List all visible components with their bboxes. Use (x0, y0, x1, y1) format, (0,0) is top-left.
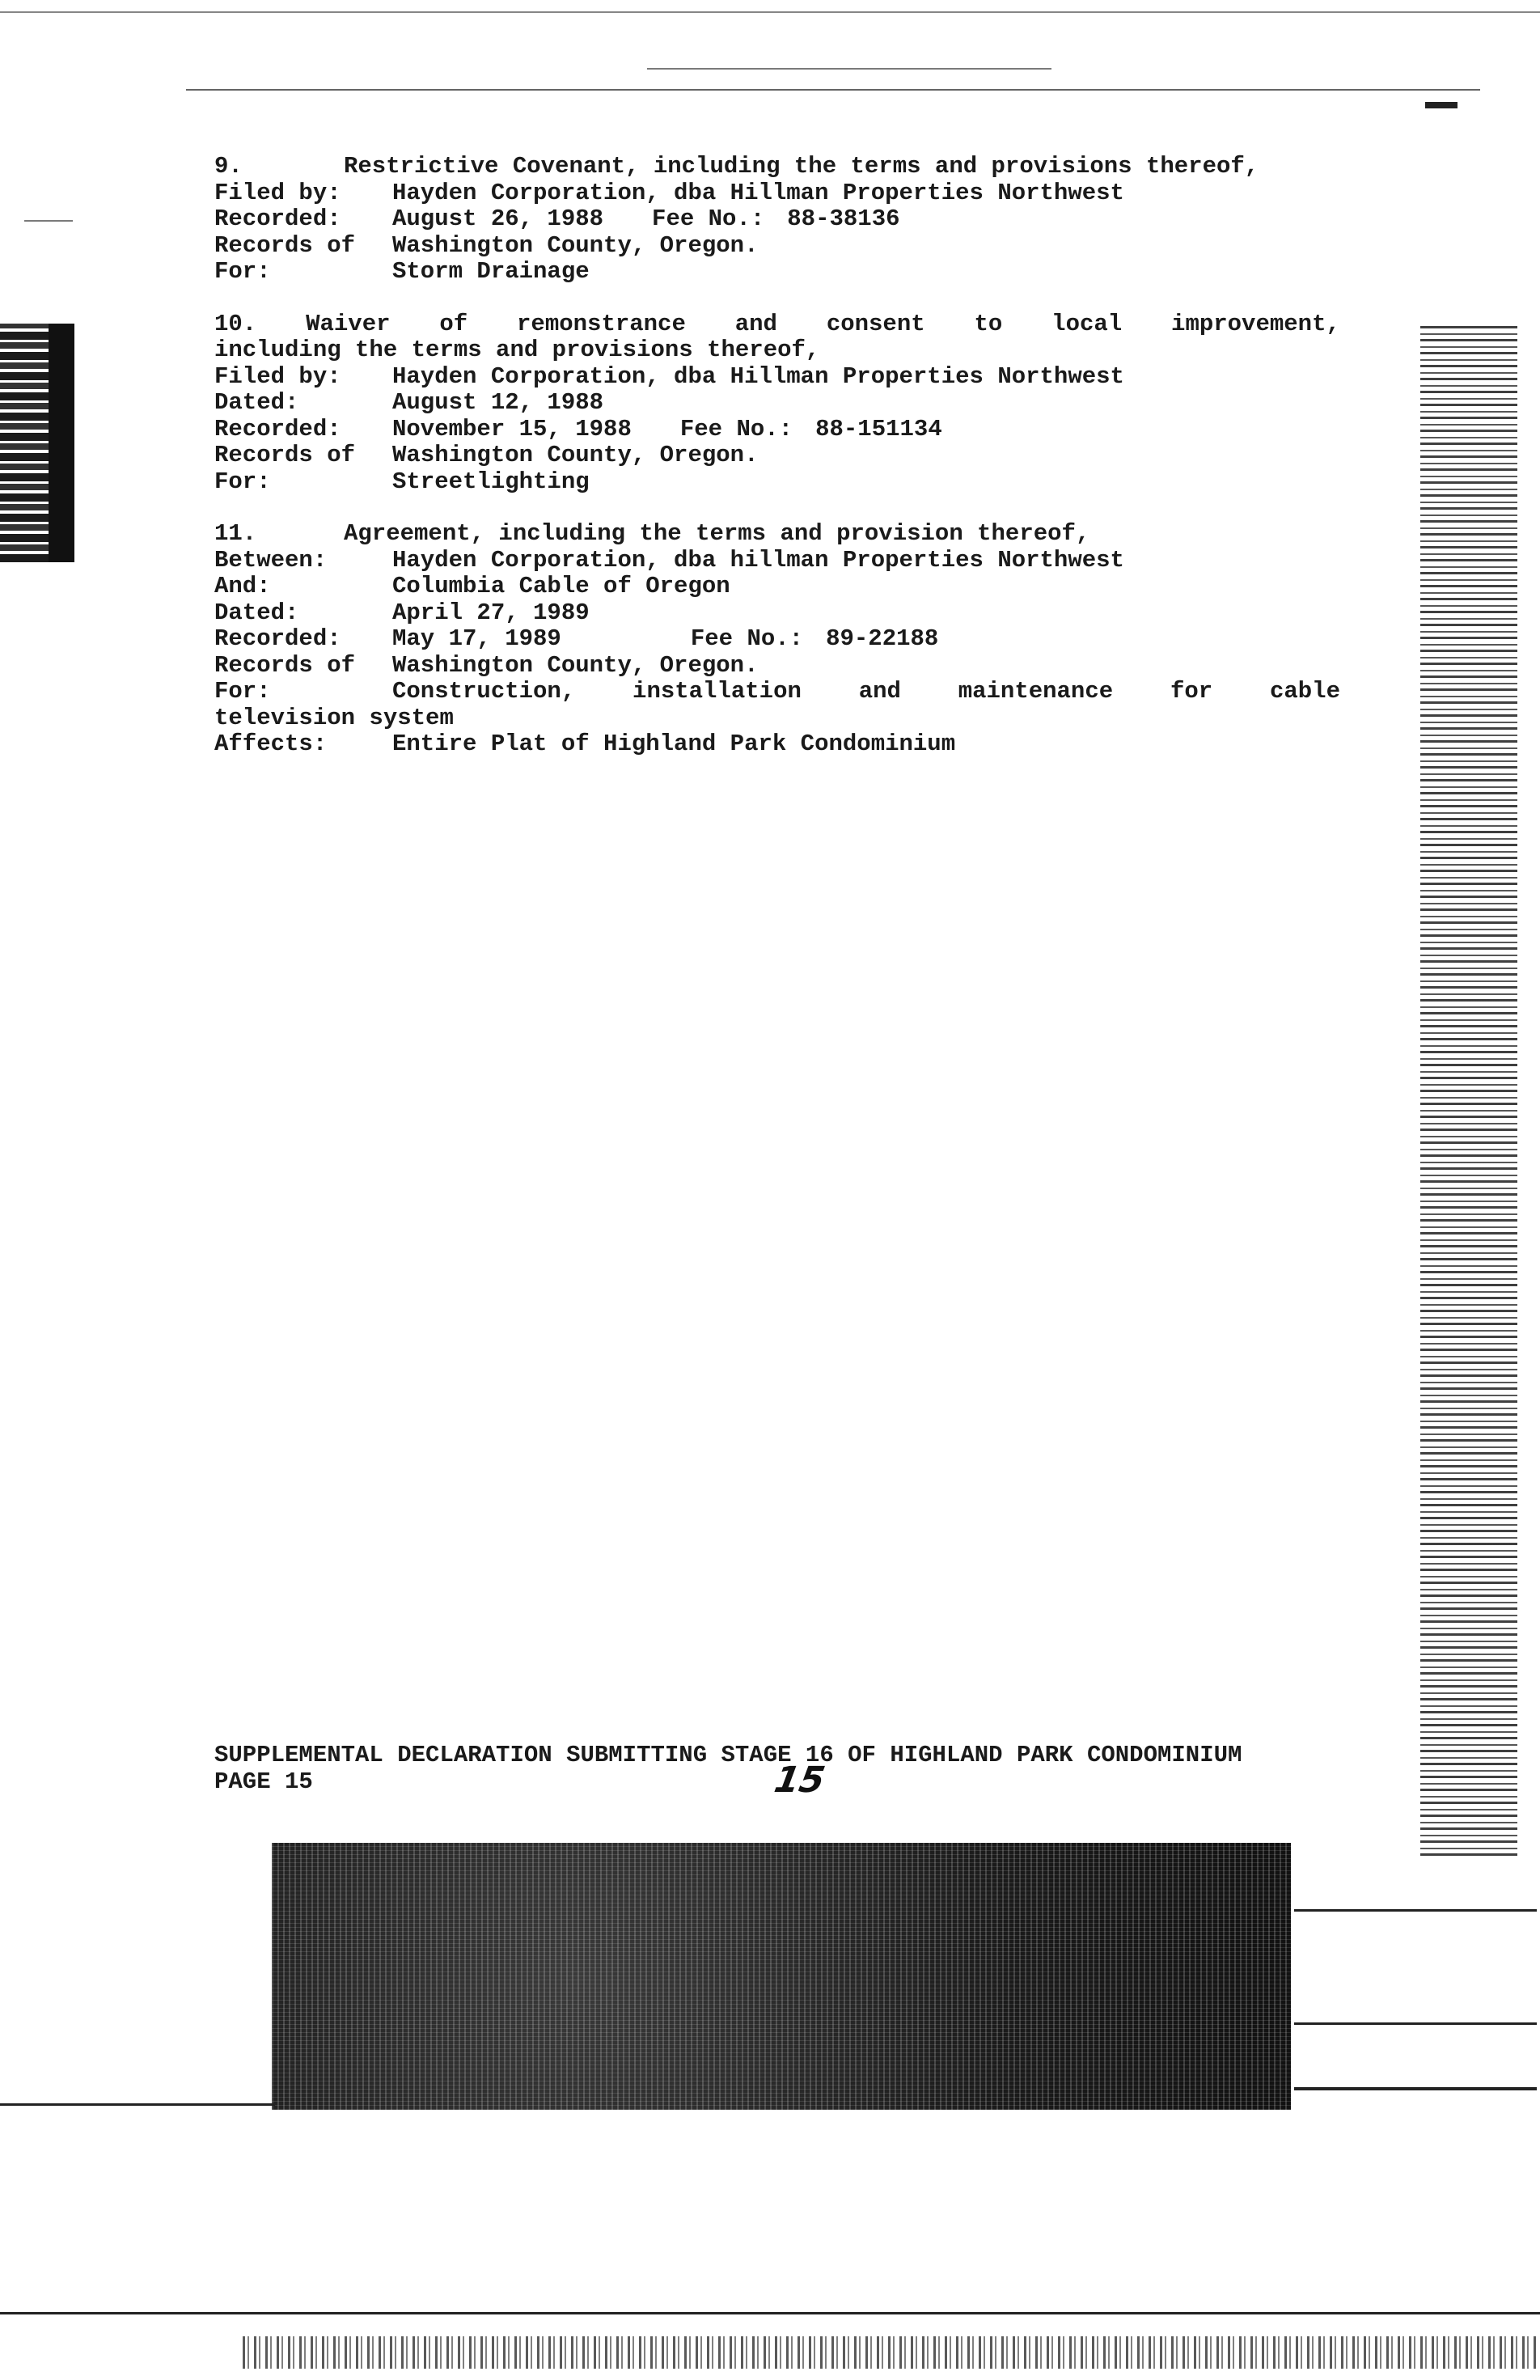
field-label: Dated: (214, 389, 299, 416)
for-word: for (1170, 678, 1213, 705)
stamp-bar (49, 324, 74, 562)
field-label: Records of (214, 442, 356, 468)
field-value: Washington County, Oregon. (392, 231, 759, 259)
scan-rule (24, 220, 73, 222)
item-heading: Agreement, including the terms and provision thereof, (344, 520, 1090, 547)
field-value: Entire Plat of Highland Park Condominium (392, 731, 956, 757)
for-word: Construction, (392, 678, 576, 705)
scan-rule (1294, 2022, 1537, 2025)
item-heading: Restrictive Covenant, including the terms and provisions thereof, (344, 153, 1259, 180)
for-value-continued: television system (214, 704, 454, 731)
scan-rule (0, 2312, 1540, 2314)
field-label: For: (214, 468, 271, 495)
heading-word: remonstrance (517, 310, 686, 337)
for-word: cable (1269, 678, 1340, 705)
field-label: Recorded: (214, 625, 341, 652)
handwritten-page-number: 15 (771, 1760, 828, 1801)
field-label: For: (214, 678, 271, 705)
scan-rule (647, 68, 1051, 70)
field-value: Columbia Cable of Oregon (392, 573, 730, 599)
field-label: Filed by: (214, 362, 341, 390)
field-value: Hayden Corporation, dba Hillman Properties Northwest (392, 179, 1124, 206)
field-value: August 12, 1988 (392, 389, 604, 416)
field-label: Recorded: (214, 205, 341, 232)
field-label: Dated: (214, 599, 299, 626)
exception-item-11 (214, 521, 1347, 758)
field-value: Washington County, Oregon. (392, 442, 759, 468)
field-value: April 27, 1989 (392, 599, 590, 626)
item-heading-line (214, 311, 1340, 338)
bottom-scan-noise (243, 2336, 1537, 2369)
field-value: August 26, 1988 (392, 205, 604, 232)
field-label: And: (214, 573, 271, 599)
field-label: Filed by: (214, 179, 341, 206)
recording-stamp (0, 324, 74, 562)
fee-value: 88-151134 (815, 415, 942, 443)
heading-word: improvement, (1171, 310, 1340, 337)
scan-rule (0, 2103, 275, 2106)
item-number: 9. (214, 153, 243, 180)
item-number: 11. (214, 520, 257, 547)
fee-label: Fee No.: (679, 415, 793, 443)
margin-scan-noise (1420, 324, 1517, 1861)
field-value: Streetlighting (392, 468, 590, 495)
field-label: Records of (214, 651, 356, 679)
for-word: installation (632, 678, 802, 705)
scan-rule (0, 11, 1540, 13)
scan-rule (1294, 2087, 1537, 2090)
heading-word: consent (826, 310, 925, 337)
field-label: Recorded: (214, 415, 341, 443)
field-label: Affects: (214, 731, 328, 757)
field-label: Between: (214, 546, 328, 574)
exception-item-10 (214, 311, 1347, 496)
heading-word: Waiver (306, 310, 391, 337)
heading-word: of (439, 310, 468, 337)
field-value: Hayden Corporation, dba Hillman Properties Northwest (392, 362, 1124, 390)
fee-value: 89-22188 (826, 625, 939, 652)
document-body (214, 154, 1347, 784)
field-label: For: (214, 258, 271, 285)
scan-rule (186, 89, 1480, 91)
for-word: and (858, 678, 901, 705)
scan-rule (1294, 1909, 1537, 1912)
footer-title: SUPPLEMENTAL DECLARATION SUBMITTING STAGE 16 OF HIGHLAND PARK CONDOMINIUM (214, 1742, 1242, 1768)
field-label: Records of (214, 231, 356, 259)
heading-word: local (1051, 310, 1123, 337)
heading-word: and (734, 310, 777, 337)
field-value: November 15, 1988 (392, 415, 632, 443)
heading-word: to (974, 310, 1003, 337)
item-heading-continued: including the terms and provisions thereof, (214, 337, 820, 363)
item-number: 10. (214, 310, 257, 337)
field-value: Washington County, Oregon. (392, 651, 759, 679)
field-value: Storm Drainage (392, 258, 590, 285)
scan-mark (1425, 102, 1458, 108)
fee-label: Fee No.: (690, 625, 804, 652)
footer-page: PAGE 15 (214, 1768, 313, 1795)
fee-value: 88-38136 (787, 205, 900, 232)
exception-item-9 (214, 154, 1347, 286)
scanned-dark-area (272, 1843, 1291, 2110)
for-word: maintenance (958, 678, 1114, 705)
fee-label: Fee No.: (652, 205, 765, 232)
for-value-line (392, 679, 1340, 705)
field-value: Hayden Corporation, dba hillman Properties Northwest (392, 546, 1124, 574)
field-value: May 17, 1989 (392, 625, 561, 652)
